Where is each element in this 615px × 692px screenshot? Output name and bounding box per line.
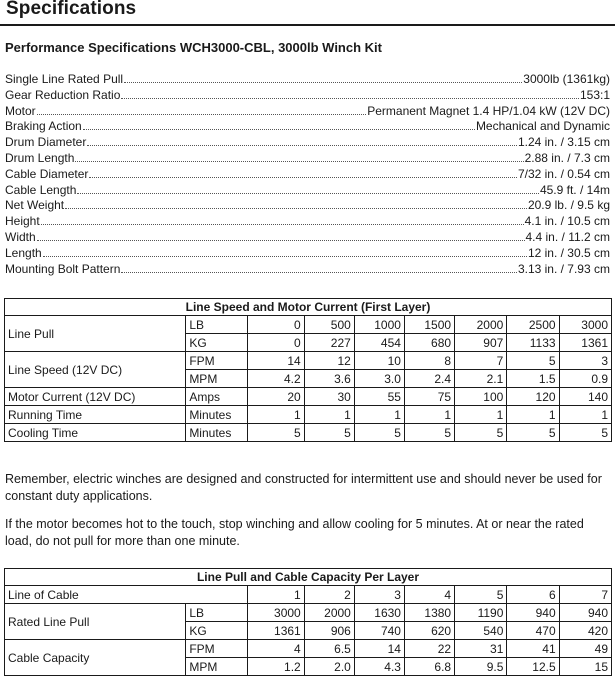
table-row — [5, 586, 612, 604]
table-cell: 20 — [248, 388, 305, 406]
spec-row — [5, 151, 610, 167]
table-cell: 2500 — [507, 316, 559, 334]
spec-value: Mechanical and Dynamic — [475, 119, 610, 134]
row-label: Motor Current (12V DC) — [5, 388, 186, 406]
dot-leader — [75, 151, 523, 162]
table-title-row — [5, 299, 612, 316]
spec-value: 45.9 ft. / 14m — [539, 182, 610, 197]
table-cell: 4.2 — [248, 370, 305, 388]
table-cell: 15 — [559, 658, 611, 676]
table-cell: 1.2 — [248, 658, 305, 676]
spec-value: 153:1 — [579, 87, 610, 102]
row-label: Cable Capacity — [5, 640, 186, 676]
spec-label: Drum Length — [5, 150, 75, 165]
table-cell: 120 — [507, 388, 559, 406]
dot-leader — [37, 104, 367, 115]
table-cell: 3 — [559, 352, 611, 370]
table-cell: 8 — [404, 352, 454, 370]
spec-value: 4.1 in. / 10.5 cm — [524, 214, 610, 229]
table-cell: 940 — [559, 604, 611, 622]
table-cell: 420 — [559, 622, 611, 640]
table-cell: 500 — [304, 316, 354, 334]
table-cell: 5 — [455, 424, 507, 442]
spec-label: Height — [5, 214, 40, 229]
spec-row — [5, 72, 610, 88]
spec-value: 3000lb (1361kg) — [523, 72, 610, 86]
spec-row — [5, 183, 610, 199]
table-cell: 5 — [559, 424, 611, 442]
row-label: Cooling Time — [5, 424, 186, 442]
table-row — [5, 604, 612, 622]
table-cell: 140 — [559, 388, 611, 406]
table-cell: 907 — [455, 334, 507, 352]
line-speed-table — [4, 298, 612, 442]
table-cell: 2 — [304, 586, 354, 604]
unit-cell: FPM — [186, 640, 248, 658]
table-cell: 1630 — [354, 604, 404, 622]
table-cell: 12 — [304, 352, 354, 370]
spec-row — [5, 88, 610, 104]
table-title: Line Speed and Motor Current (First Layer) — [5, 299, 612, 316]
table-cell: 1000 — [354, 316, 404, 334]
table-title: Line Pull and Cable Capacity Per Layer — [5, 569, 612, 586]
table-cell: 6.8 — [404, 658, 454, 676]
unit-cell: MPM — [186, 370, 248, 388]
spec-label: Gear Reduction Ratio — [5, 87, 121, 102]
table-row — [5, 640, 612, 658]
spec-row — [5, 246, 610, 262]
spec-label: Cable Diameter — [5, 166, 89, 181]
table-cell: 49 — [559, 640, 611, 658]
table-cell: 2.4 — [404, 370, 454, 388]
table-cell: 2000 — [455, 316, 507, 334]
table-cell: 1361 — [559, 334, 611, 352]
table-cell: 3 — [354, 586, 404, 604]
table-cell: 7 — [559, 586, 611, 604]
spec-label: Drum Diameter — [5, 135, 87, 150]
table-cell: 1380 — [404, 604, 454, 622]
dot-leader — [87, 135, 517, 146]
unit-cell: LB — [186, 316, 248, 334]
table-cell: 540 — [455, 622, 507, 640]
table-row — [5, 406, 612, 424]
dot-leader — [43, 246, 527, 257]
table-cell: 41 — [507, 640, 559, 658]
table-cell: 0 — [248, 316, 305, 334]
duty-warning-note: Remember, electric winches are designed and constructed for intermittent use and should never be used for constant duty applications. — [5, 472, 602, 503]
dot-leader — [37, 230, 525, 241]
unit-cell: Minutes — [186, 424, 248, 442]
title-divider — [0, 24, 615, 26]
spec-label: Motor — [5, 103, 36, 118]
table-cell: 940 — [507, 604, 559, 622]
unit-cell: FPM — [186, 352, 248, 370]
table-cell: 1361 — [248, 622, 305, 640]
table-cell: 1 — [559, 406, 611, 424]
table-cell: 1 — [304, 406, 354, 424]
table-cell: 680 — [404, 334, 454, 352]
table-cell: 4 — [404, 586, 454, 604]
spec-label: Net Weight — [5, 198, 65, 213]
table-cell: 5 — [507, 424, 559, 442]
table-cell: 1 — [455, 406, 507, 424]
spec-value: 4.4 in. / 11.2 cm — [525, 229, 610, 244]
unit-cell: KG — [186, 334, 248, 352]
row-label: Line Pull — [5, 316, 186, 352]
spec-label: Braking Action — [5, 119, 82, 134]
row-label: Line Speed (12V DC) — [5, 352, 186, 388]
table-cell: 3.0 — [354, 370, 404, 388]
table-cell: 1 — [248, 406, 305, 424]
table-cell: 31 — [455, 640, 507, 658]
table-cell: 5 — [248, 424, 305, 442]
spec-row — [5, 104, 610, 120]
section-subtitle: Performance Specifications WCH3000-CBL, 3000lb Winch Kit — [5, 40, 382, 55]
dot-leader — [121, 88, 579, 99]
table-row — [5, 316, 612, 334]
table-cell: 1190 — [455, 604, 507, 622]
cable-capacity-table — [4, 568, 612, 676]
table-row — [5, 424, 612, 442]
spec-label: Cable Length — [5, 182, 77, 197]
table-cell: 5 — [304, 424, 354, 442]
spec-value: Permanent Magnet 1.4 HP/1.04 kW (12V DC) — [367, 103, 610, 118]
row-label: Rated Line Pull — [5, 604, 186, 640]
dot-leader — [77, 183, 539, 194]
table-cell: 4 — [248, 640, 305, 658]
table-cell: 10 — [354, 352, 404, 370]
unit-cell: LB — [186, 604, 248, 622]
spec-label: Mounting Bolt Pattern — [5, 261, 121, 276]
table-cell: 2000 — [304, 604, 354, 622]
table-cell: 4.3 — [354, 658, 404, 676]
spec-value: 7/32 in. / 0.54 cm — [517, 166, 610, 181]
spec-label: Single Line Rated Pull — [5, 72, 124, 86]
table-cell: 6.5 — [304, 640, 354, 658]
unit-cell: Minutes — [186, 406, 248, 424]
table-cell: 1500 — [404, 316, 454, 334]
unit-cell: Amps — [186, 388, 248, 406]
spec-label: Width — [5, 229, 36, 244]
spec-value: 3.13 in. / 7.93 cm — [517, 261, 610, 276]
table-cell: 100 — [455, 388, 507, 406]
spec-value: 12 in. / 30.5 cm — [527, 245, 610, 260]
table-cell: 14 — [354, 640, 404, 658]
dot-leader — [65, 198, 527, 209]
dot-leader — [121, 262, 517, 273]
spec-value: 2.88 in. / 7.3 cm — [524, 150, 610, 165]
table-cell: 3000 — [248, 604, 305, 622]
spec-row — [5, 262, 610, 278]
spec-row — [5, 119, 610, 135]
cooling-warning-note: If the motor becomes hot to the touch, stop winching and allow cooling for 5 minutes. At or near the rated load, do not pull for more than one minute. — [5, 517, 584, 548]
table-row — [5, 388, 612, 406]
dot-leader — [124, 72, 522, 83]
table-cell: 3.6 — [304, 370, 354, 388]
unit-cell: KG — [186, 622, 248, 640]
table-cell: 1133 — [507, 334, 559, 352]
spec-row — [5, 198, 610, 214]
spec-label: Length — [5, 245, 42, 260]
table-cell: 1 — [248, 586, 305, 604]
table-cell: 22 — [404, 640, 454, 658]
table-cell: 5 — [507, 352, 559, 370]
table-cell: 6 — [507, 586, 559, 604]
table-cell: 0.9 — [559, 370, 611, 388]
spec-row — [5, 135, 610, 151]
dot-leader — [41, 214, 524, 225]
table-cell: 5 — [354, 424, 404, 442]
spec-list — [5, 72, 610, 277]
table-cell: 2.1 — [455, 370, 507, 388]
table-cell: 12.5 — [507, 658, 559, 676]
table-title-row — [5, 569, 612, 586]
table-cell: 7 — [455, 352, 507, 370]
table-cell: 9.5 — [455, 658, 507, 676]
spec-value: 20.9 lb. / 9.5 kg — [527, 198, 610, 213]
table-cell: 30 — [304, 388, 354, 406]
table-cell: 0 — [248, 334, 305, 352]
table-cell: 454 — [354, 334, 404, 352]
table-cell: 1 — [404, 406, 454, 424]
table-cell: 1.5 — [507, 370, 559, 388]
dot-leader — [89, 167, 517, 178]
page-title: Specifications — [6, 0, 137, 19]
table-cell: 2.0 — [304, 658, 354, 676]
dot-leader — [83, 119, 475, 130]
spec-value: 1.24 in. / 3.15 cm — [517, 135, 610, 150]
row-label: Line of Cable — [5, 586, 248, 604]
table-cell: 55 — [354, 388, 404, 406]
table-row — [5, 352, 612, 370]
table-cell: 14 — [248, 352, 305, 370]
spec-row — [5, 214, 610, 230]
table-cell: 470 — [507, 622, 559, 640]
spec-row — [5, 230, 610, 246]
table-cell: 227 — [304, 334, 354, 352]
row-label: Running Time — [5, 406, 186, 424]
table-cell: 906 — [304, 622, 354, 640]
table-cell: 75 — [404, 388, 454, 406]
table-cell: 740 — [354, 622, 404, 640]
table-cell: 3000 — [559, 316, 611, 334]
table-cell: 5 — [404, 424, 454, 442]
spec-row — [5, 167, 610, 183]
table-cell: 5 — [455, 586, 507, 604]
table-cell: 1 — [507, 406, 559, 424]
unit-cell: MPM — [186, 658, 248, 676]
table-cell: 1 — [354, 406, 404, 424]
table-cell: 620 — [404, 622, 454, 640]
